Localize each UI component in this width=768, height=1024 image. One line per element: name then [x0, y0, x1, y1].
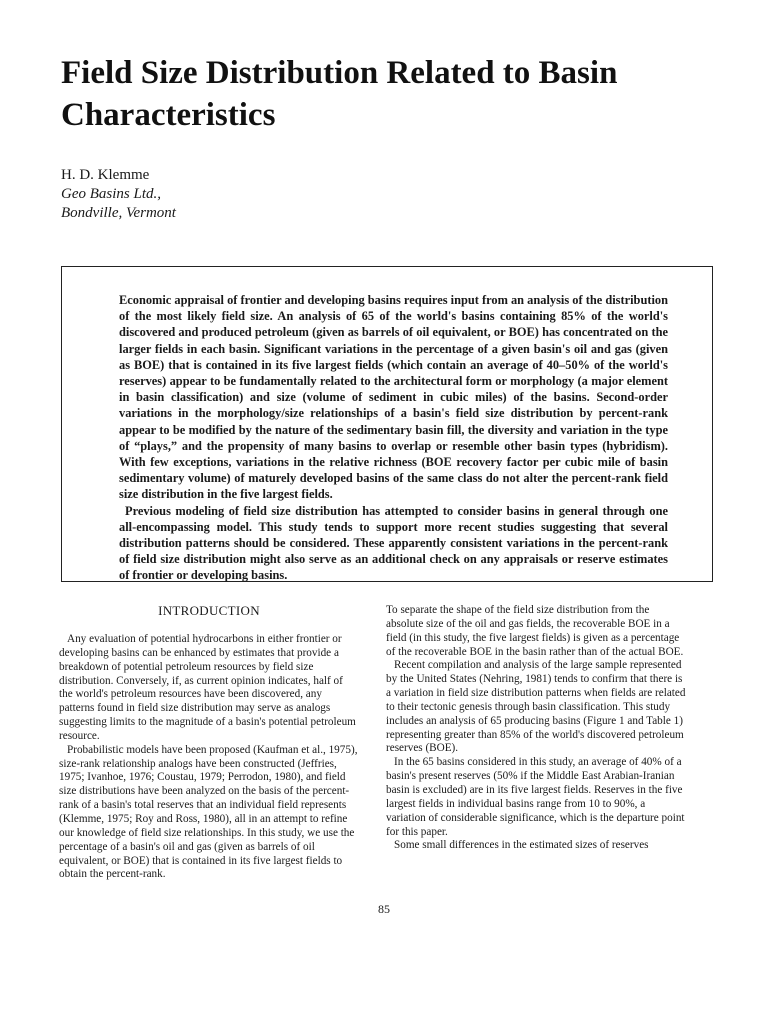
- body-paragraph: Some small differences in the estimated sizes of reserves: [394, 839, 649, 852]
- right-column: [386, 604, 686, 853]
- paper-title: Field Size Distribution Related to Basin Characteristics: [61, 55, 618, 133]
- page-number: 85: [378, 902, 390, 916]
- author-block: [61, 166, 176, 223]
- left-column: [59, 604, 359, 882]
- author-location: Bondville, Vermont: [61, 205, 176, 221]
- abstract-paragraph: Previous modeling of field size distribution has attempted to consider basins in general through one all-encompassing model. This study tends to support more recent studies suggesting that several distribution patterns should be considered. These apparently consistent variations in the percent-rank of field size distribution might also serve as an additional check on any appraisals or reserve estimates of frontier or developing basins.: [119, 503, 668, 583]
- author-affiliation: Geo Basins Ltd.,: [61, 186, 162, 202]
- abstract-box: [61, 266, 713, 582]
- author-name: H. D. Klemme: [61, 167, 150, 183]
- body-paragraph: Probabilistic models have been proposed (Kaufman et al., 1975), size-rank relationship analogs have been constructed (Jeffries, 1975; Ivanhoe, 1976; Coustau, 1979; Perrodon, 1980), and field size distributions have been analyzed on the basis of the percent-rank of a basin's total reserves that an individual field represents (Klemme, 1975; Roy and Ross, 1980), all in an attempt to refine our knowledge of field size relationships. In this study, we use the percentage of a basin's oil and gas (given as barrels of oil equivalent, or BOE) that is contained in its five largest fields to obtain the percent-rank.: [59, 743, 358, 881]
- body-paragraph: To separate the shape of the field size distribution from the absolute size of the oil and gas fields, the recoverable BOE in a field (in this study, the five largest fields) is given as a percentage of the recoverable BOE in the basin rather than of the actual BOE.: [386, 604, 684, 658]
- body-paragraph: In the 65 basins considered in this study, an average of 40% of a basin's present reserves (50% if the Middle East Arabian-Iranian basin is excluded) are in its five largest fields. Reserves in the five largest fields in individual basins range from 10 to 90%, a variation of considerable significance, which is the departure point for this paper.: [386, 756, 685, 838]
- section-heading: INTRODUCTION: [158, 603, 260, 618]
- body-paragraph: Any evaluation of potential hydrocarbons in either frontier or developing basins can be enhanced by estimates that provide a breakdown of potential petroleum resources by field size distribution. Conversely, if, as current opinion indicates, half of the world's petroleum resources have been discovered, any patterns found in field size distribution may serve as analogs suggesting limits to the magnitude of a basin's potential petroleum resource.: [59, 633, 356, 742]
- body-paragraph: Recent compilation and analysis of the large sample represented by the United States (Nehring, 1981) tends to confirm that there is a variation in field size distribution patterns when fields are related to their tectonic genesis through basin classification. This study includes an analysis of 65 producing basins (Figure 1 and Table 1) representing greater than 85% of the world's discovered petroleum reserves (BOE).: [386, 659, 686, 755]
- abstract-paragraph: Economic appraisal of frontier and developing basins requires input from an analysis of the distribution of the most likely field size. An analysis of 65 of the world's basins containing 85% of the world's discovered and produced petroleum (given as barrels of oil equivalent, or BOE) has concentrated on the larger fields in each basin. Significant variations in the percentage of a given basin's oil and gas (given as BOE) that is contained in its five largest fields (which contain an average of 40–50% of the world's reserves) appear to be fundamentally related to the architectural form or morphology (a major element in basin classification) and size (volume of sediment in cubic miles) of the basins. Second-order variations in the morphology/size relationships of a basin's field size distribution by percent-rank appear to be modified by the nature of the sedimentary basin fill, the diversity and variation in the type of “plays,” and the propensity of many basins to overlap or resemble other basin types (hybridism). With few exceptions, variations in the relative richness (BOE recovery factor per cubic mile of basin sedimentary volume) of maturely developed basins of the same class do not alter the percent-rank field size distribution in the five largest fields.: [119, 293, 668, 502]
